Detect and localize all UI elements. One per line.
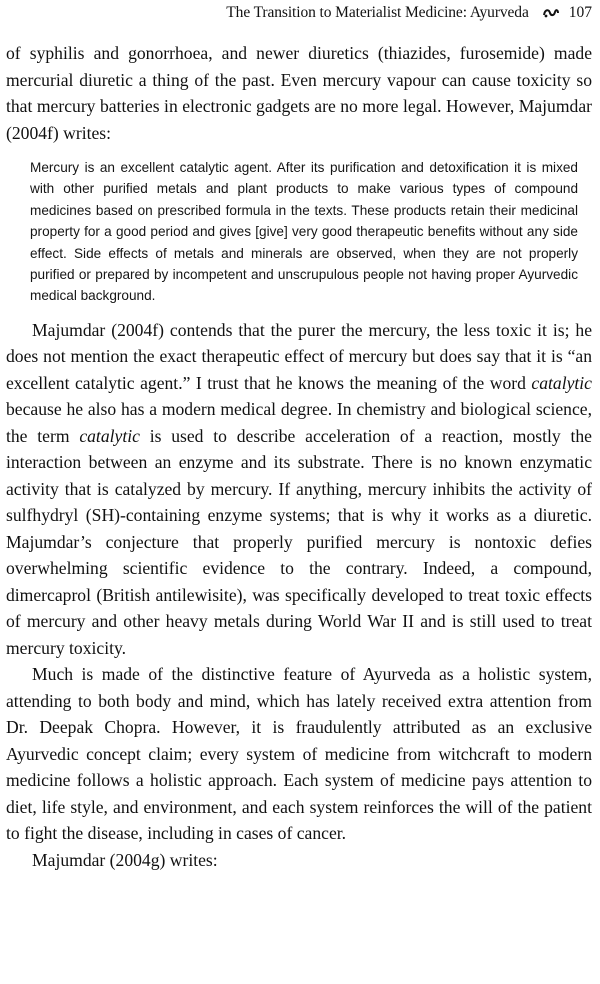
paragraph-text: Majumdar (2004f) contends that the purer the mercury, the less toxic it is; he does not mention the exact therapeutic effect of mercury but does say that it is “an excellent catalytic agent.” I trust that he knows the meaning of the word [6, 319, 592, 393]
running-head [226, 4, 592, 26]
paragraph-text: because he also has a modern medical degree. In chemistry and biological science, the term [6, 399, 592, 446]
running-title: The Transition to Materialist Medicine: Ayurveda [226, 4, 529, 21]
paragraph-text: is used to describe acceleration of a reaction, mostly the interaction between an enzyme and its substrate. There is no known enzymatic activity that is catalyzed by mercury. If anything, mercury inhibits the activity of sulfhydryl (SH)-containing enzyme systems; that is why it works as a diuretic. Majumdar’s conjecture that properly purified mercury is nontoxic defies overwhelming scientific evidence to the contrary. Indeed, a compound, dimercaprol (British antilewisite), was specifically developed to treat toxic effects of mercury and other heavy metals during World War II and is still used to treat mercury toxicity. [6, 425, 592, 658]
italic-term: catalytic [79, 425, 140, 446]
paragraph-majumdar-writes: Majumdar (2004g) writes: [32, 849, 218, 870]
block-quote: Mercury is an excellent catalytic agent. After its purification and detoxification it is mixed with other purified metals and plant products to make various types of compound medicines based on prescribed formula in the texts. These products retain their medicinal property for a good period and gives [give] very good therapeutic benefits without any side effect. Side effects of metals and minerals are observed, when they are not properly purified or prepared by incompetent and unscrupulous people not having proper Ayurvedic medical background. [30, 160, 578, 304]
paragraph-catalytic [6, 317, 592, 662]
page-body [6, 40, 592, 873]
ornament-glyph-icon [543, 5, 559, 16]
italic-term: catalytic [531, 372, 592, 393]
page-number: 107 [568, 4, 592, 21]
paragraph-continued: of syphilis and gonorrhoea, and newer diuretics (thiazides, furosemide) made mercurial diuretic a thing of the past. Even mercury vapour can cause toxicity so that mercury batteries in electronic gadgets are no more legal. However, Majumdar (2004f) writes: [6, 43, 592, 143]
paragraph-holistic: Much is made of the distinctive feature of Ayurveda as a holistic system, attending to both body and mind, which has lately received extra attention from Dr. Deepak Chopra. However, it is fraudulently attributed as an exclusive Ayurvedic concept claim; every system of medicine from witchcraft to modern medicine follows a holistic approach. Each system of medicine pays attention to diet, life style, and environment, and each system reinforces the will of the patient to fight the disease, including in cases of cancer. [6, 664, 592, 844]
